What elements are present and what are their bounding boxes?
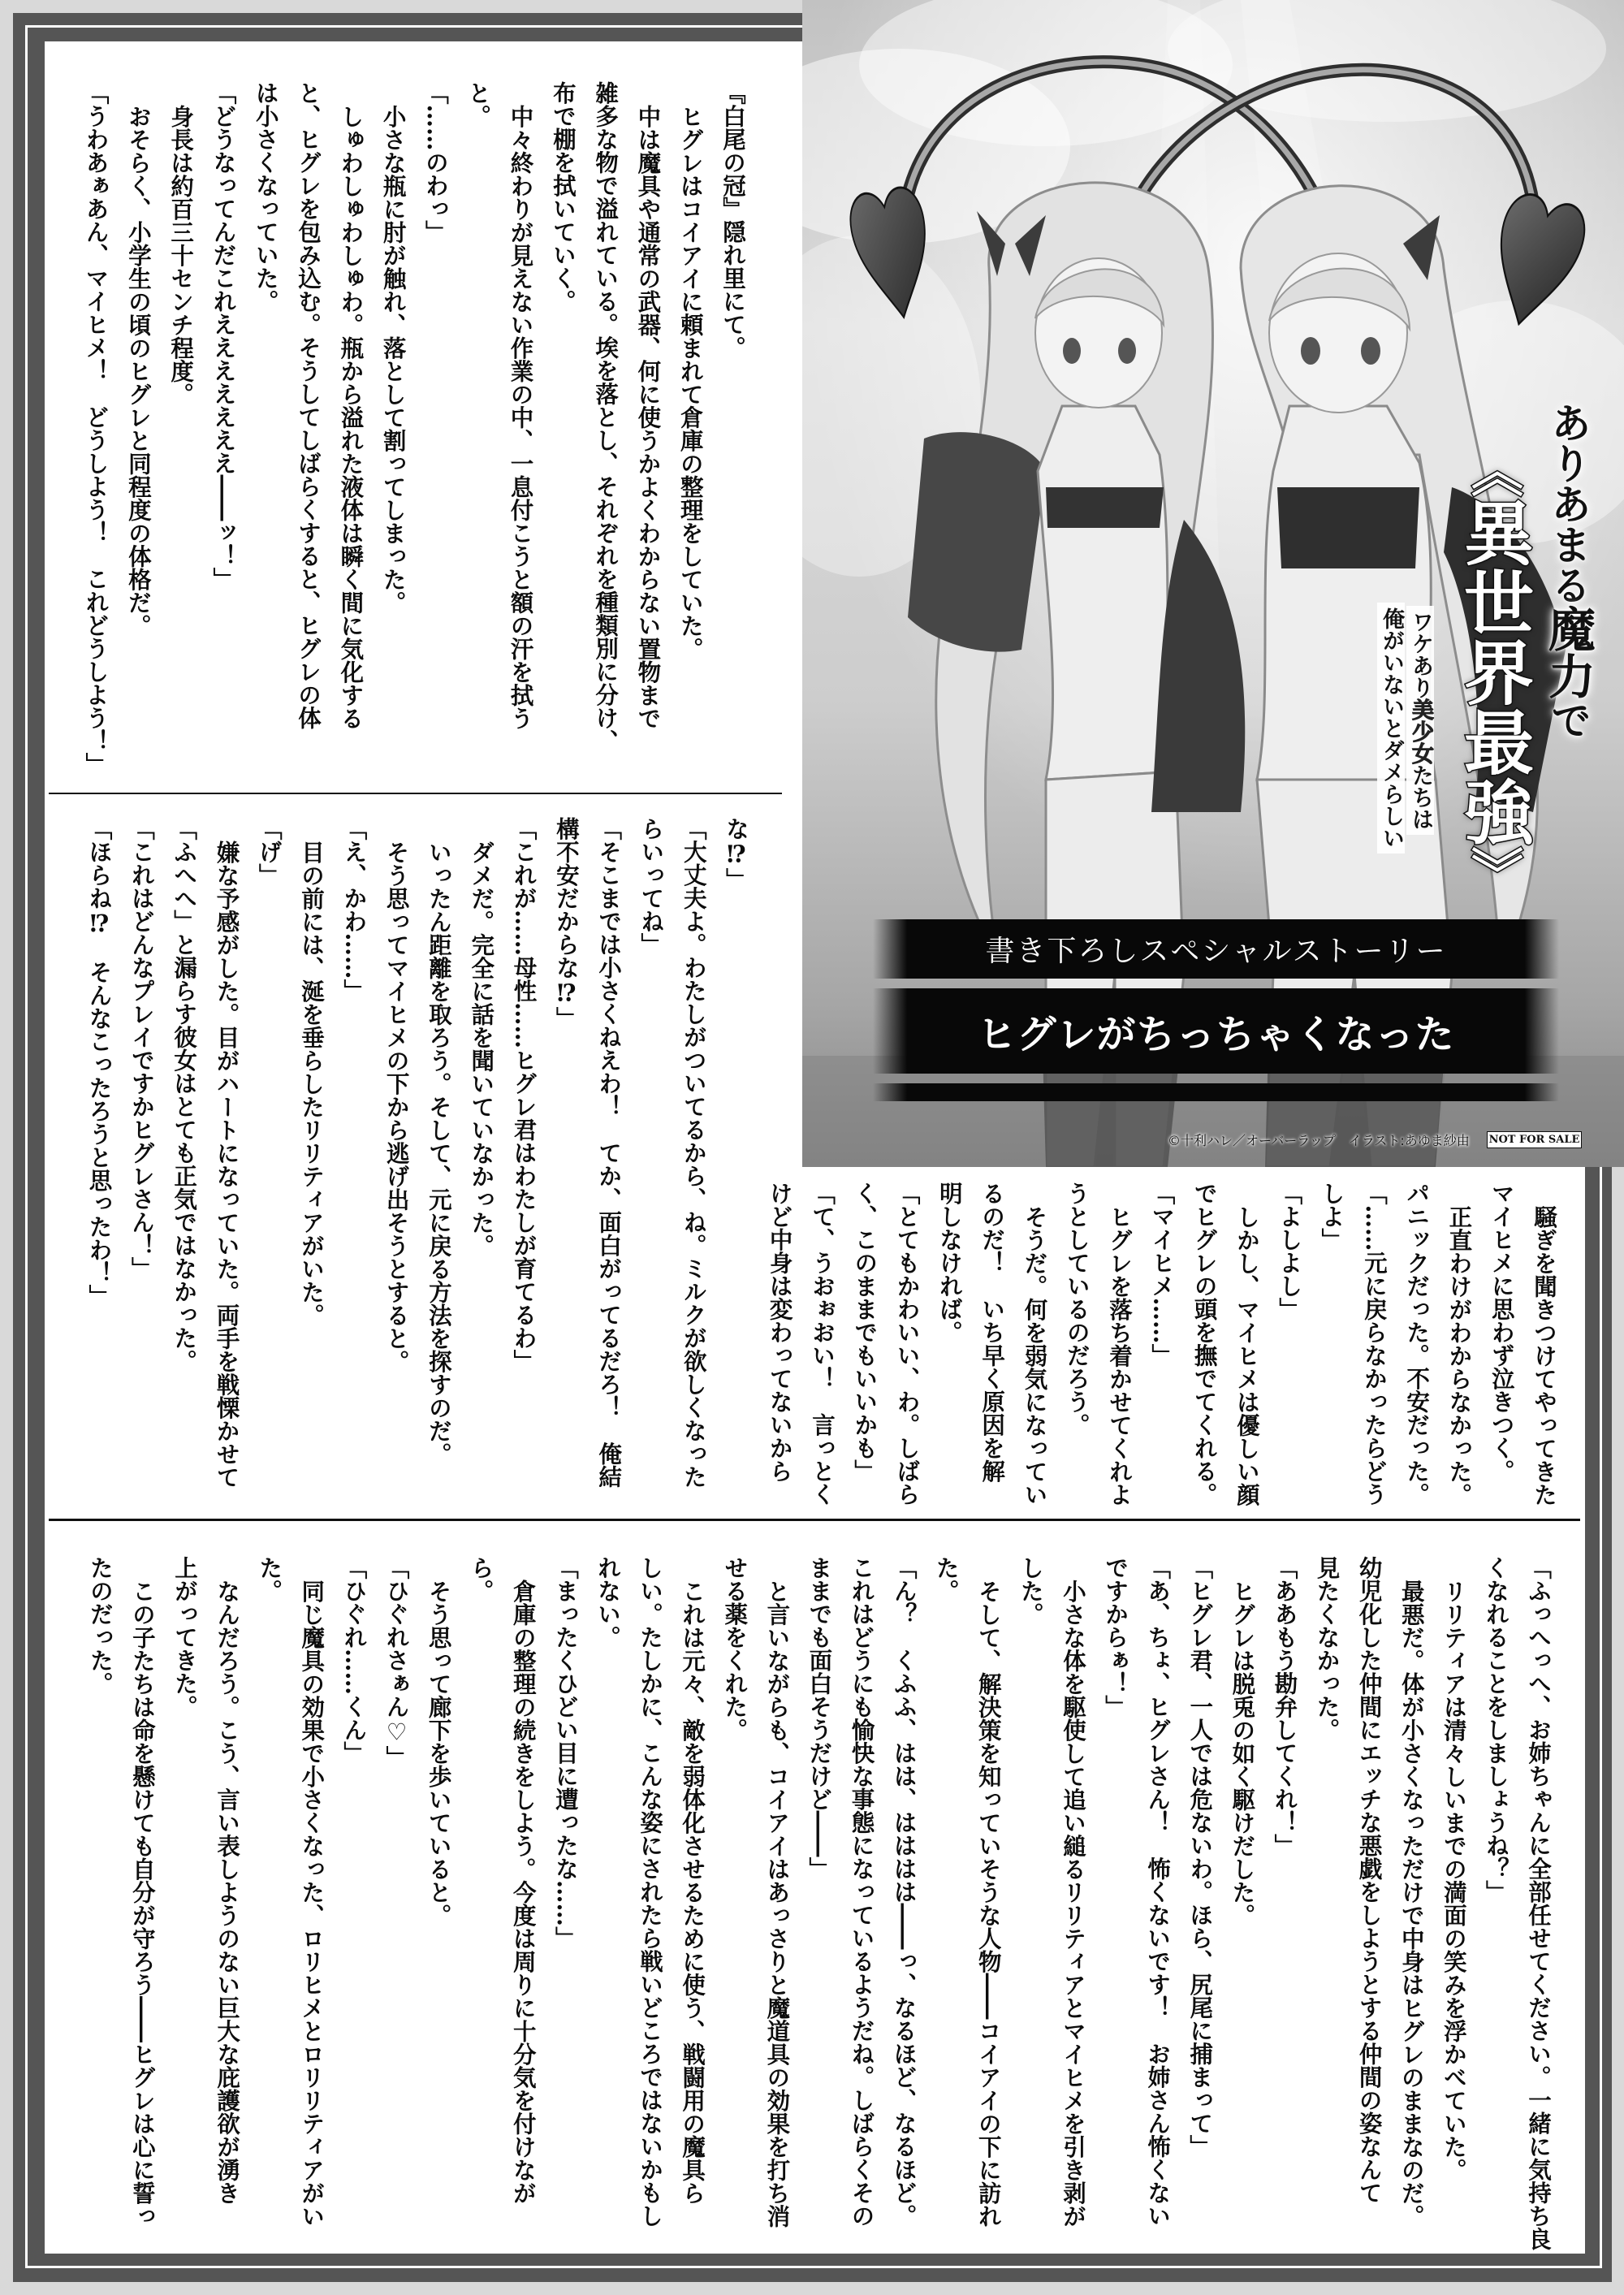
text-column: 幼児化した仲間にエッチな悪戯をしようとする仲間の姿なんて	[1355, 1556, 1384, 2204]
not-for-sale-badge: NOT FOR SALE	[1487, 1131, 1582, 1148]
text-column: な⁉」	[723, 817, 750, 891]
text-column: 正直わけがわからなかった。	[1445, 1204, 1474, 1506]
story-block-bottom	[79, 1556, 1560, 2251]
section-divider-middle	[49, 1519, 1580, 1521]
text-column: リリティアは清々しいまでの満面の笑みを浮かべていた。	[1440, 1579, 1468, 2181]
text-column: しよ」	[1318, 1182, 1346, 1251]
text-column: 「あ、ちょ、ヒグレさん！ 怖くないです！ お姉さん怖くない	[1144, 1556, 1173, 2228]
text-column: うとしているのだろう。	[1063, 1182, 1091, 1437]
cover-illustration	[802, 0, 1624, 1167]
text-column: した。	[1017, 1556, 1045, 1626]
text-column: 「ふへへ」と漏らす彼女はとても正気ではなかった。	[171, 817, 199, 1372]
text-column: 「ひぐれ……くん」	[340, 1556, 369, 1765]
text-column: と言いながらも、コイアイはあっさりと魔道具の効果を打ち消	[763, 1579, 792, 2228]
text-column: 中は魔具や通常の武器、何に使うかよくわからない置物まで	[634, 104, 663, 729]
text-column: と、ヒグレを包み込む。そうしてしばらくすると、ヒグレの体	[295, 81, 323, 729]
text-column: 明しなければ。	[935, 1182, 964, 1344]
title-main	[1452, 445, 1533, 924]
title-line1-part: ありあまる	[1544, 402, 1592, 605]
title-main-text: 異世界最強	[1452, 497, 1533, 846]
text-column: ダメだ。完全に話を聞いていなかった。	[468, 840, 496, 1257]
text-column: 「まったくひどい目に遭ったな……」	[551, 1556, 580, 1950]
text-column: た。	[256, 1556, 284, 1602]
text-column: 「とてもかわいい、わ。しばら	[893, 1182, 922, 1506]
text-column: 「げ」	[255, 817, 283, 887]
text-column: なんだろう。こう、言い表しようのない巨大な庇護欲が湧き	[214, 1579, 242, 2204]
text-column: 「……のわっ」	[421, 81, 450, 244]
text-column: 「ああもう勘弁してくれ！」	[1271, 1556, 1299, 1857]
text-column: ら。	[467, 1556, 495, 1602]
text-column: 「て、うおぉおい！ 言っとく	[808, 1182, 836, 1506]
text-column: は小さくなっていた。	[252, 81, 280, 313]
text-column: 小さな瓶に肘が触れ、落として割ってしまった。	[379, 104, 408, 614]
subtitle-part: ワケあり	[1408, 611, 1433, 698]
text-column: そして、解決策を知っていそうな人物――コイアイの下に訪れ	[974, 1579, 1003, 2228]
text-column: 「うわあぁあん、マイヒメ！ どうしよう！ これどうしよう！」	[82, 81, 110, 776]
text-column: けど中身は変わってないから	[766, 1182, 794, 1483]
text-column: 嫌な予感がした。目がハートになっていた。両手を戦慄かせて	[213, 840, 241, 1489]
text-column: く、このままでもいいかも」	[851, 1182, 879, 1483]
text-column: そうだ。何を弱気になってい	[1021, 1204, 1049, 1506]
text-column: せる薬をくれた。	[721, 1556, 749, 1741]
banner-label: 書き下ろしスペシャルストーリー	[985, 935, 1447, 968]
text-column: ですからぁ！」	[1102, 1556, 1130, 1718]
text-column: これは元々、敵を弱体化させるために使う、戦闘用の魔具ら	[679, 1579, 707, 2204]
text-column: 「……元に戻らなかったらどう	[1360, 1182, 1389, 1506]
text-column: らいってね」	[637, 817, 666, 956]
text-column: 最悪だ。体が小さくなっただけで中身はヒグレのままなのだ。	[1397, 1579, 1426, 2228]
banner-thin-bar	[873, 1083, 1559, 1101]
text-column: たのだった。	[86, 1556, 114, 1695]
text-column: れない。	[594, 1556, 622, 1649]
text-column: 「マイヒメ……」	[1148, 1182, 1177, 1367]
text-column: ヒグレはコイアイに頼まれて倉庫の整理をしていた。	[676, 104, 705, 660]
text-column: 小さな体を駆使して追い縋るリリティアとマイヒメを引き剥が	[1059, 1579, 1087, 2228]
text-column: 「え、かわ……」	[340, 817, 369, 1002]
text-column: この子たちは命を懸けても自分が守ろう――ヒグレは心に誓っ	[128, 1579, 157, 2228]
text-column: と。	[464, 81, 493, 128]
text-column: 騒ぎを聞きつけてやってきた	[1531, 1204, 1558, 1506]
text-column: しい。たしかに、こんな姿にされたら戦いどころではないかもし	[637, 1556, 665, 2228]
copyright-credit: ©十利ハレ／オーバーラップ イラスト:あゆま紗由	[1168, 1133, 1470, 1148]
text-column: いったん距離を取ろう。そして、元に戻る方法を探すのだ。	[425, 840, 453, 1465]
text-column: しかし、マイヒメは優しい顔	[1233, 1204, 1261, 1506]
story-title: ヒグレがちっちゃくなった	[977, 1012, 1455, 1057]
text-column: 『白尾の冠』隠れ里にて。	[719, 81, 747, 359]
text-column: マイヒメに思わず泣きつく。	[1488, 1182, 1516, 1483]
text-column: そう思ってマイヒメの下から逃げ出そうとすると。	[382, 840, 411, 1372]
text-column: 同じ魔具の効果で小さくなった、ロリヒメとロリリティアがい	[298, 1579, 326, 2228]
text-column: 上がってきた。	[171, 1556, 199, 1718]
text-column: ヒグレを落ち着かせてくれよ	[1106, 1204, 1134, 1506]
text-column: ヒグレは脱兎の如く駆けだした。	[1229, 1579, 1257, 1926]
text-column: でヒグレの頭を撫でてくれる。	[1190, 1182, 1219, 1506]
story-block-middle-right	[758, 1182, 1566, 1515]
title-line1-part: で	[1544, 699, 1592, 740]
text-column: 「大丈夫よ。わたしがついてるから、ね。ミルクが欲しくなった	[680, 817, 708, 1489]
text-column: 「ふっへっへ、お姉ちゃんに全部任せてください。一緒に気持ち良	[1525, 1556, 1553, 2250]
text-column: 「ヒグレ君、一人では危ないわ。ほら、尻尾に捕まって」	[1186, 1556, 1215, 2158]
text-column: 「これが……母性……ヒグレ君はわたしが育てるわ」	[510, 817, 538, 1372]
text-column: 中々終わりが見えない作業の中、一息付こうと額の汗を拭う	[507, 104, 535, 729]
text-column: これはどうにも愉快な事態になっているようだね。しばらくその	[848, 1556, 876, 2228]
text-column: 目の前には、涎を垂らしたリリティアがいた。	[298, 840, 326, 1326]
text-column: 「よしよし」	[1276, 1182, 1304, 1320]
text-column: おそらく、小学生の頃のヒグレと同程度の体格だ。	[124, 104, 153, 637]
text-column: 雑多な物で溢れている。埃を落とし、それぞれを種類別に分け、	[592, 81, 620, 753]
subtitle-line1	[1406, 606, 1434, 835]
text-column: パニックだった。不安だった。	[1403, 1182, 1432, 1506]
text-column: 「ん？ くふふ、はは、はははは――っ、なるほど、なるほど。	[890, 1556, 918, 2228]
title-line1-part: 魔力	[1540, 605, 1596, 699]
story-block-middle-left	[78, 817, 758, 1515]
text-column: 身長は約百三十センチ程度。	[167, 104, 196, 405]
subtitle-part: 美少女	[1408, 698, 1433, 764]
title-bracket-open: 《	[1462, 445, 1522, 497]
story-block-top-left	[75, 81, 754, 780]
subtitle-part: たちは	[1408, 764, 1433, 830]
title-line1	[1540, 402, 1596, 776]
text-column: 見たくなかった。	[1313, 1556, 1341, 1741]
text-column: しゅわしゅわしゅわ。瓶から溢れた液体は瞬く間に気化する	[337, 104, 365, 729]
text-column: た。	[932, 1556, 961, 1602]
section-divider-top	[49, 793, 782, 794]
banner-story-title	[873, 988, 1559, 1074]
text-column: 構不安だからな⁉」	[552, 817, 581, 1030]
text-column: 倉庫の整理の続きをしよう。今度は周りに十分気を付けなが	[509, 1579, 538, 2204]
text-column: くなれることをしましょうね？」	[1482, 1556, 1510, 1904]
text-column: 布で棚を拭いていく。	[549, 81, 577, 313]
banner-special-story	[873, 919, 1559, 979]
text-column: 「どうなってんだこれえええええええ――ッ！」	[209, 81, 238, 590]
text-column: そう思って廊下を歩いていると。	[425, 1579, 453, 1926]
text-column: るのだ！ いち早く原因を解	[978, 1182, 1007, 1483]
text-column: 「そこまでは小さくねえわ！ てか、面白がってるだろ！ 俺結	[595, 817, 624, 1489]
title-bracket-close: 》	[1462, 846, 1522, 898]
text-column: 「これはどんなプレイですかヒグレさん！」	[127, 817, 156, 1280]
text-column: ままでも面白そうだけど――」	[806, 1556, 834, 1880]
text-column: 「ほらね⁉ そんなこったろうと思ったわ！」	[85, 817, 114, 1307]
text-column: 「ひぐれさぁん♡」	[382, 1556, 411, 1769]
subtitle-line2: 俺がいないとダメらしい	[1377, 603, 1405, 854]
